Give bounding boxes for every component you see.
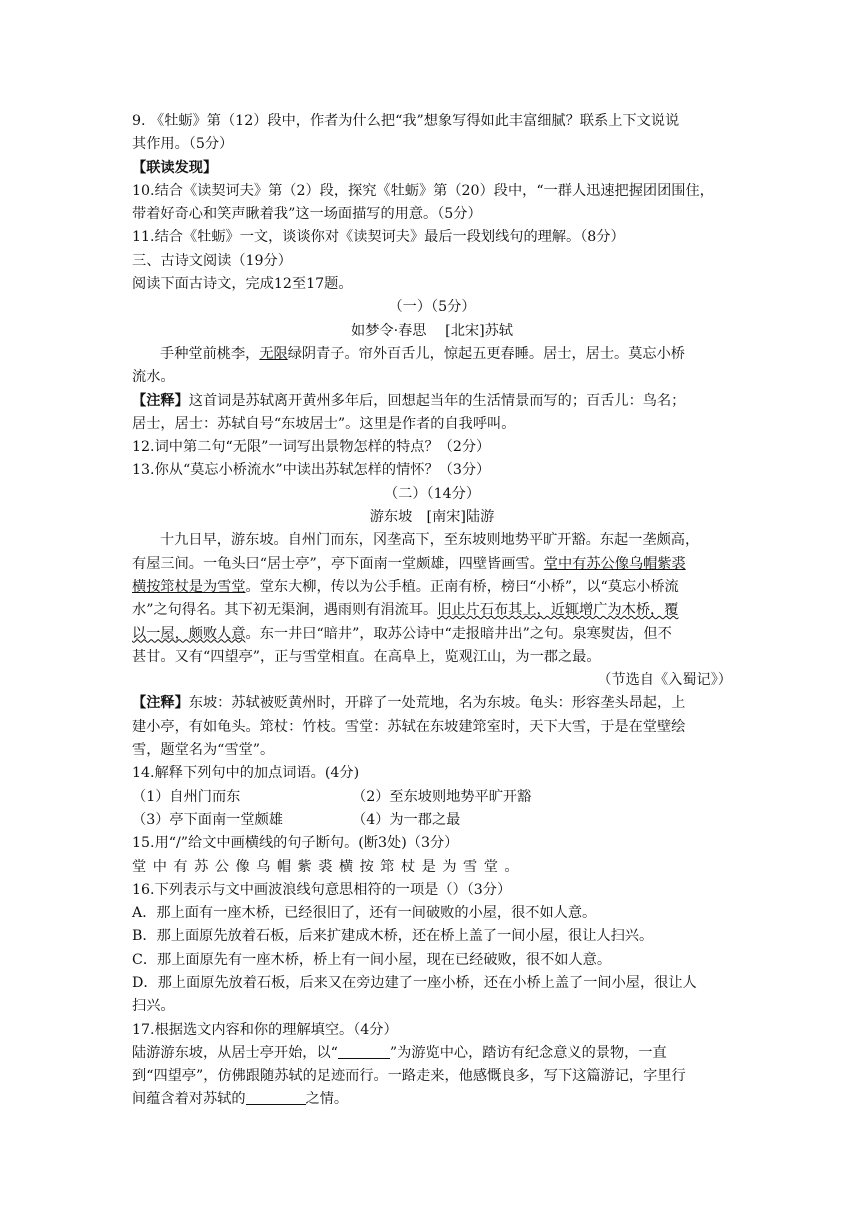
part-2-heading: （二）（14分） (383, 485, 481, 502)
prose-line-3: 横按筇杖是为雪堂。堂东大柳，传以为公手植。正南有桥，榜曰“小桥”，以“莫忘小桥流 (132, 578, 679, 595)
question-16: 16.下列表示与文中画波浪线句意思相符的一项是（）（3分） (132, 881, 512, 898)
wavy-sentence-part-1: 旧止片石布其上，近辄增广为木桥，覆 (437, 602, 679, 619)
prose-line-5: 以一屋，颇败人意。东一井曰“暗井”，取苏公诗中“走报暗井出”之句。泉寒熨齿，但不 (132, 625, 672, 642)
poem-line-1: 手种堂前桃李，无限绿阴青子。帘外百舌儿，惊起五更春睡。居士，居士。莫忘小桥 (160, 345, 685, 362)
prose-title: 游东坡 [南宋]陆游 (369, 509, 495, 526)
question-12: 12.词中第二句“无限”一词写出景物怎样的特点？（2分） (132, 439, 491, 456)
prose-source: （节选自《入蜀记》） (597, 672, 732, 689)
fill-line-2: 到“四望亭”，仿佛跟随苏轼的足迹而行。一路走来，他感慨良多，写下这篇游记，字里行 (132, 1068, 686, 1085)
question-13: 13.你从“莫忘小桥流水”中读出苏轼怎样的情怀？（3分） (132, 462, 491, 479)
fill-line-3: 间蕴含着对苏轼的 之情。 (132, 1091, 349, 1108)
question-11: 11.结合《牡蛎》一文，谈谈你对《读契诃夫》最后一段划线句的理解。（8分） (132, 229, 625, 246)
option-b: B．那上面原先放着石板，后来扩建成木桥，还在桥上盖了一间小屋，很让人扫兴。 (132, 928, 654, 945)
option-c: C．那上面原先有一座木桥，桥上有一间小屋，现在已经破败，很不如人意。 (132, 951, 612, 968)
question-15: 15.用“/”给文中画横线的句子断句。(断3处)（3分） (132, 835, 459, 852)
option-a: A．那上面有一座木桥，已经很旧了，还有一间破败的小屋，很不如人意。 (132, 905, 597, 922)
underlined-word: 无限 (259, 345, 288, 362)
question-14-items-row-2 (132, 809, 732, 832)
poem-note-line-2: 居士，居士：苏轼自号“东坡居士”。这里是作者的自我呼叫。 (132, 415, 516, 432)
wavy-sentence-part-2: 以一屋，颇败人意 (132, 625, 246, 642)
prose-note-line-1: 【注释】东坡：苏轼被贬黄州时，开辟了一处荒地，名为东坡。龟头：形容垄头昂起，上 (132, 695, 686, 712)
section-heading-lian-du: 【联读发现】 (132, 159, 218, 176)
option-d-line-1: D．那上面原先放着石板，后来又在旁边建了一座小桥，还在小桥上盖了一间小屋，很让人 (132, 974, 697, 991)
question-9-line-1: 9. 《牡蛎》第（12）段中，作者为什么把“我”想象写得如此丰富细腻？联系上下文说说 (132, 113, 680, 129)
question-14: 14.解释下列句中的加点词语。(4分) (132, 765, 360, 782)
poem-line-2: 流水。 (132, 369, 175, 386)
question-9-line-2: 其作用。（5分） (132, 136, 234, 153)
underlined-sentence-part-1: 堂中有苏公像乌帽紫裘 (543, 555, 686, 572)
q14-item-2: （2）至东坡则地势平旷开豁 (352, 788, 532, 805)
q14-item-3: （3）亭下面南一堂颇雄 (132, 811, 283, 828)
prose-line-4: 水”之句得名。其下初无渠涧，遇雨则有涓流耳。旧止片石布其上，近辄增广为木桥，覆 (132, 602, 679, 619)
q14-item-1: （1）自州门而东 (132, 788, 241, 805)
question-17: 17.根据选文内容和你的理解填空。（4分） (132, 1021, 398, 1038)
section-3-heading: 三、古诗文阅读（19分） (132, 252, 292, 269)
answer-blank-2[interactable] (246, 1090, 306, 1105)
question-10-line-2: 带着好奇心和笑声瞅着我”这一场面描写的用意。（5分） (132, 206, 482, 223)
poem-note-line-1: 【注释】这首词是苏轼离开黄州多年后，回想起当年的生活情景而写的；百舌儿：鸟名； (132, 392, 686, 409)
fill-line-1: 陆游游东坡，从居士亭开始，以“ ”为游览中心，踏访有纪念意义的景物，一直 (132, 1044, 667, 1061)
prose-line-6: 甚甘。又有“四望亭”，正与雪堂相直。在高阜上，览观江山，为一郡之最。 (132, 648, 601, 665)
underlined-sentence-part-2: 横按筇杖是为雪堂 (132, 578, 246, 595)
question-10-line-1: 10.结合《读契诃夫》第（2）段，探究《牡蛎》第（20）段中，“一群人迅速把握团团围住， (132, 182, 714, 199)
prose-note-line-2: 建小亭，有如龟头。筇杖：竹枝。雪堂：苏轼在东坡建筇室时，天下大雪，于是在堂壁绘 (132, 718, 686, 735)
reading-instructions: 阅读下面古诗文，完成12至17题。 (132, 276, 353, 293)
q14-item-4: （4）为一郡之最 (352, 811, 461, 828)
answer-blank-1[interactable] (338, 1044, 390, 1059)
prose-line-1: 十九日早，游东坡。自州门而东，冈垄高下，至东坡则地势平旷开豁。东起一垄颇高， (160, 532, 700, 549)
prose-note-line-3: 雪，题堂名为“雪堂”。 (132, 742, 275, 759)
question-14-items-row-1 (132, 786, 732, 809)
option-d-line-2: 扫兴。 (132, 998, 175, 1015)
question-15-sentence: 堂中有苏公像乌帽紫裘横按筇杖是为雪堂。 (132, 858, 526, 875)
poem-title: 如梦令·春思 [北宋]苏轼 (351, 322, 513, 339)
prose-line-2: 有屋三间。一龟头曰“居士亭”，亭下面南一堂颇雄，四壁皆画雪。堂中有苏公像乌帽紫裘 (132, 555, 686, 572)
document-page (132, 110, 732, 1112)
part-1-heading: （一）（5分） (388, 299, 476, 316)
